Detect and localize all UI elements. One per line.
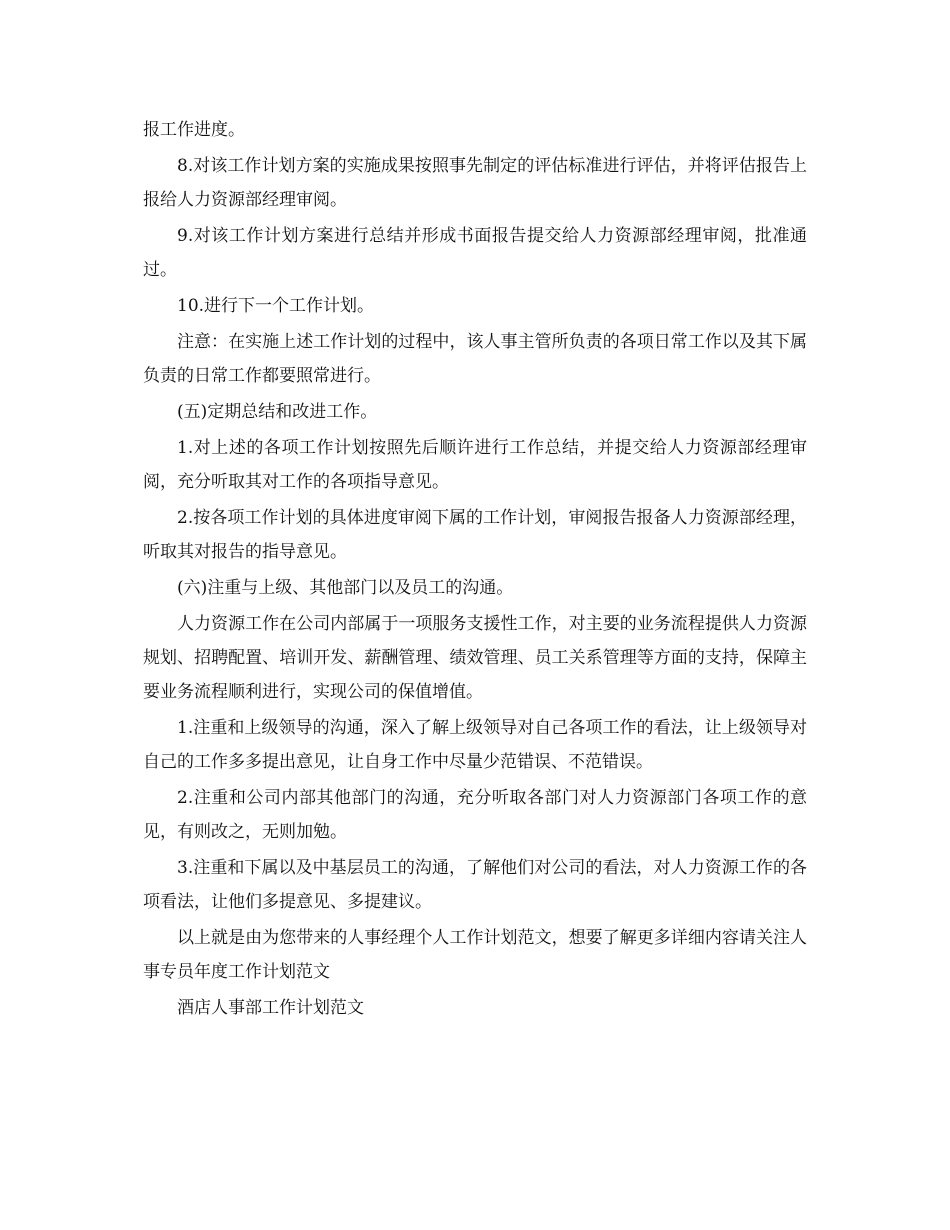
paragraph-closing: 以上就是由为您带来的人事经理个人工作计划范文，想要了解更多详细内容请关注人事专员年度工作计划范文 <box>143 928 807 982</box>
paragraph-continuation: 报工作进度。 <box>143 120 245 140</box>
document-body <box>143 113 807 1025</box>
paragraph-step-8: 8.对该工作计划方案的实施成果按照事先制定的评估标准进行评估，并将评估报告上报给人力资源部经理审阅。 <box>143 156 807 210</box>
paragraph-summary-1: 1.对上述的各项工作计划按照先后顺许进行工作总结，并提交给人力资源部经理审阅，充分听取其对工作的各项指导意见。 <box>143 438 807 492</box>
paragraph-note: 注意：在实施上述工作计划的过程中，该人事主管所负责的各项日常工作以及其下属负责的日常工作都要照常进行。 <box>143 332 807 386</box>
paragraph-comm-1: 1.注重和上级领导的沟通，深入了解上级领导对自己各项工作的看法，让上级领导对自己的工作多多提出意见，让自身工作中尽量少范错误、不范错误。 <box>143 718 807 772</box>
paragraph-step-10: 10.进行下一个工作计划。 <box>177 296 375 316</box>
paragraph-comm-2: 2.注重和公司内部其他部门的沟通，充分听取各部门对人力资源部门各项工作的意见，有则改之，无则加勉。 <box>143 788 807 842</box>
paragraph-summary-2: 2.按各项工作计划的具体进度审阅下属的工作计划，审阅报告报备人力资源部经理，听取其对报告的指导意见。 <box>143 508 807 562</box>
paragraph-comm-3: 3.注重和下属以及中基层员工的沟通，了解他们对公司的看法，对人力资源工作的各项看法，让他们多提意见、多提建议。 <box>143 858 807 912</box>
section-heading-6: (六)注重与上级、其他部门以及员工的沟通。 <box>177 578 514 598</box>
paragraph-hr-role: 人力资源工作在公司内部属于一项服务支援性工作，对主要的业务流程提供人力资源规划、招聘配置、培训开发、薪酬管理、绩效管理、员工关系管理等方面的支持，保障主要业务流程顺利进行，实现公司的保值增值。 <box>143 614 807 702</box>
paragraph-related-title: 酒店人事部工作计划范文 <box>177 998 364 1018</box>
section-heading-5: (五)定期总结和改进工作。 <box>177 402 378 422</box>
paragraph-step-9: 9.对该工作计划方案进行总结并形成书面报告提交给人力资源部经理审阅，批准通过。 <box>143 226 807 280</box>
